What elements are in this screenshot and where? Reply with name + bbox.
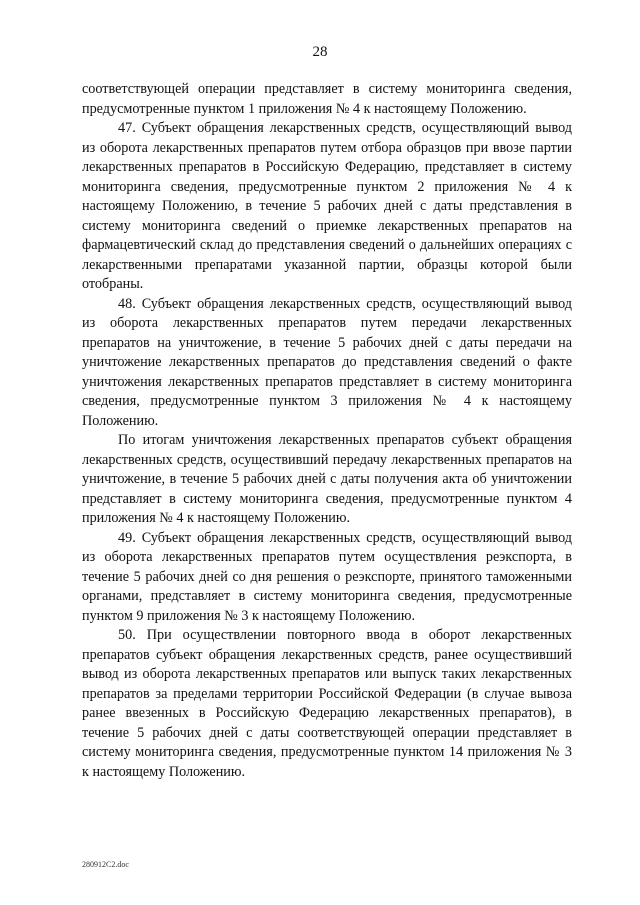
paragraph-48-destruction-results: По итогам уничтожения лекарственных препаратов субъект обращения лекарственных средств, осуществивший передачу лекарственных препаратов на уничтожение, в течение 5 рабочих дней с даты получения акта об уничтожении представляет в систему мониторинга сведения, предусмотренные пунктом 4 приложения № 4 к настоящему Положению. xyxy=(82,432,572,526)
paragraph-continuation: соответствующей операции представляет в систему мониторинга сведения, предусмотренные пунктом 1 приложения № 4 к настоящему Положению. xyxy=(82,81,572,117)
paragraph-49: 49. Субъект обращения лекарственных средств, осуществляющий вывод из оборота лекарственных препаратов путем осуществления реэкспорта, в течение 5 рабочих дней со дня решения о реэкспорте, принятого таможенными органами, представляет в систему мониторинга сведения, предусмотренные пунктом 9 приложения № 3 к настоящему Положению. xyxy=(82,529,572,624)
footer-file-code: 280912C2.doc xyxy=(82,860,129,869)
page-number: 28 xyxy=(312,44,328,60)
paragraph-48: 48. Субъект обращения лекарственных средств, осуществляющий вывод из оборота лекарственных препаратов путем передачи лекарственных препаратов на уничтожение, в течение 5 рабочих дней с даты передачи на уничтожение лекарственных препаратов до представления сведений о факте уничтожения лекарственных препаратов представляет в систему мониторинга сведения, предусмотренные пунктом 3 приложения № 4 к настоящему Положению. xyxy=(82,295,572,429)
paragraph-50: 50. При осуществлении повторного ввода в оборот лекарственных препаратов субъект обращения лекарственных средств, ранее осуществивший вывод из оборота лекарственных препаратов или выпуск таких лекарственных препаратов за пределами территории Российской Федерации (в случае вывоза ранее ввезенных в Российскую Федерацию лекарственных препаратов), в течение 5 рабочих дней с даты соответствующей операции представляет в систему мониторинга сведения, предусмотренные пунктом 14 приложения № 3 к настоящему Положению. xyxy=(82,627,572,780)
document-body xyxy=(82,80,572,782)
paragraph-47: 47. Субъект обращения лекарственных средств, осуществляющий вывод из оборота лекарственных препаратов путем отбора образцов при ввозе партии лекарственных препаратов в Российскую Федерацию, представляет в систему мониторинга сведения, предусмотренные пунктом 2 приложения № 4 к настоящему Положению, в течение 5 рабочих дней с даты представления в систему мониторинга сведений о приемке лекарственных препаратов на фармацевтический склад до представления сведений о дальнейших операциях с лекарственными препаратами указанной партии, образцы которой были отобраны. xyxy=(82,120,572,292)
